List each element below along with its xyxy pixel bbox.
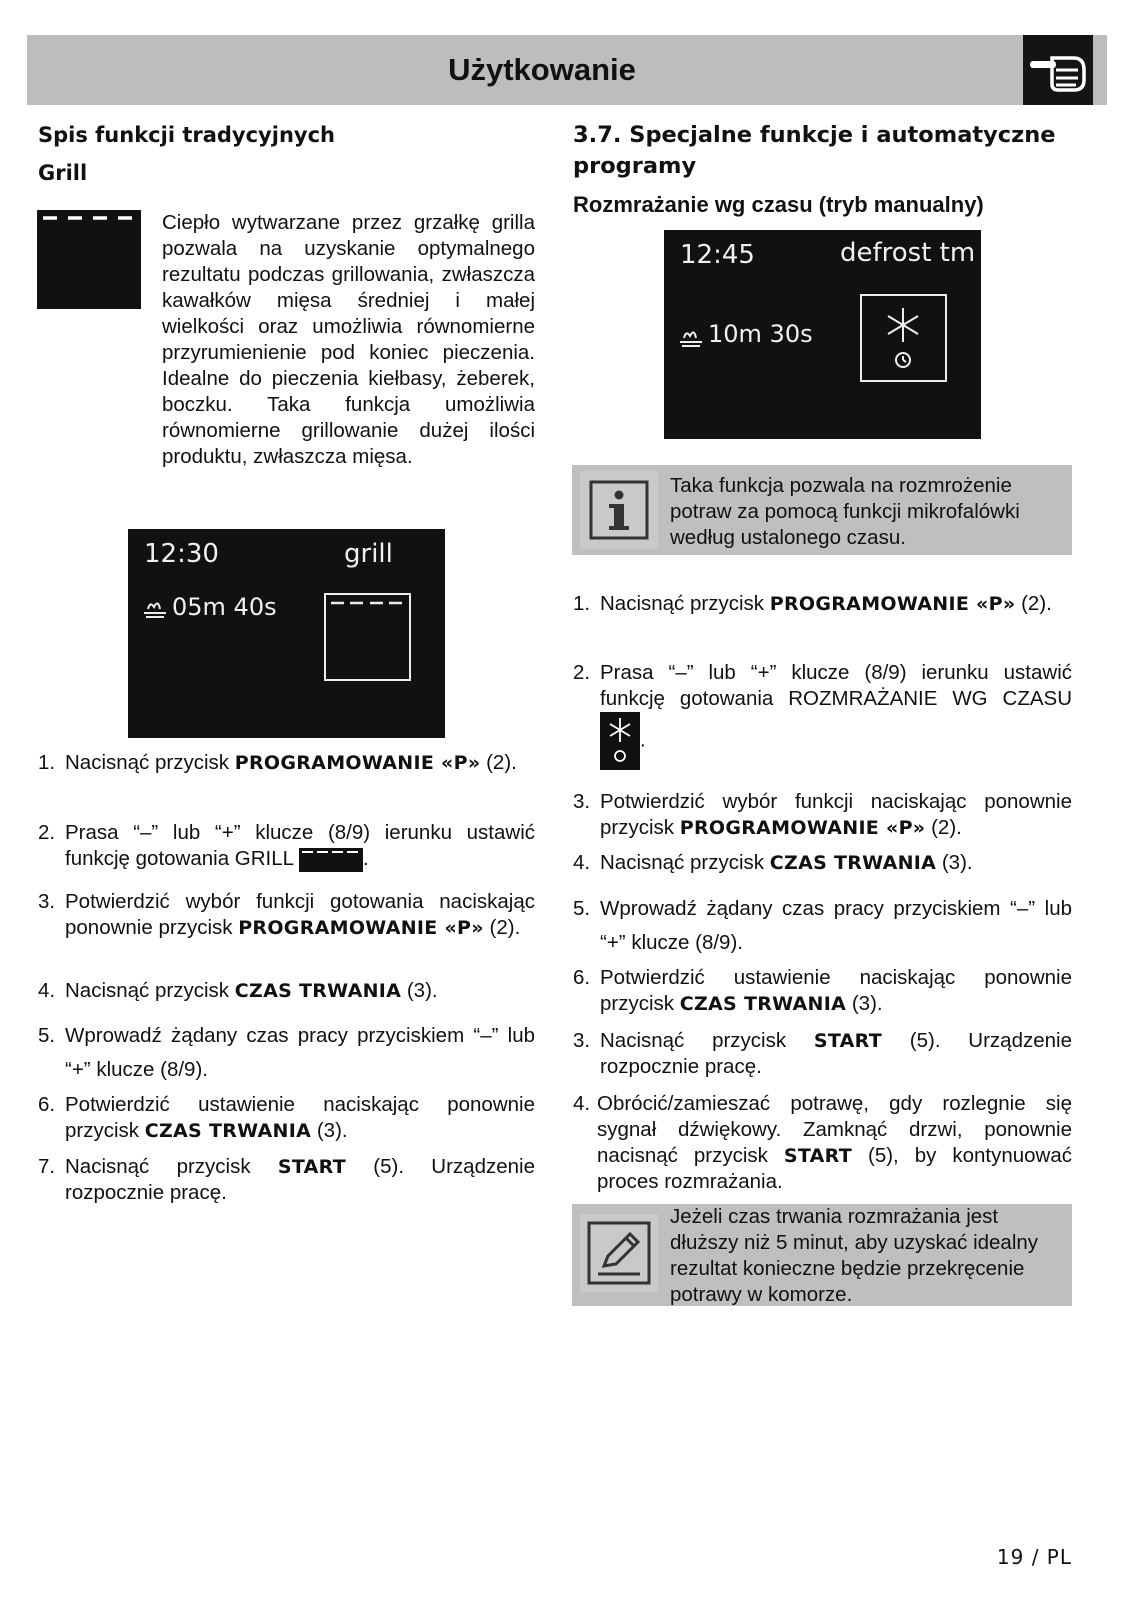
list-item: 3. Potwierdzić wybór funkcji gotowania naciskając ponownie przycisk PROGRAMOWANIE «P» (2). — [38, 890, 535, 939]
list-item: 7. Nacisnąć przycisk START (5). Urządzenie rozpocznie pracę. — [38, 1155, 535, 1204]
grill-icon — [37, 210, 141, 309]
list-item: 3. Potwierdzić wybór funkcji naciskając ponownie przycisk PROGRAMOWANIE «P» (2). — [573, 790, 1072, 839]
tip-note-text: Jeżeli czas trwania rozmrażania jest dłuższy niż 5 minut, aby uzyskać idealny rezultat konieczne będzie przekręcenie potrawy w komorze. — [670, 1205, 1039, 1306]
display-mode: grill — [344, 539, 393, 569]
display-duration: 05m 40s — [172, 593, 277, 621]
oven-display-grill — [128, 529, 445, 738]
subsection-title: Rozmrażanie wg czasu (tryb manualny) — [573, 192, 984, 217]
section-title: 3.7. Specjalne funkcje i automatyczne programy — [573, 122, 1056, 179]
defrost-icon — [600, 712, 640, 770]
defrost-icon — [860, 294, 947, 382]
list-item: 4. Obrócić/zamieszać potrawę, gdy rozlegnie się sygnał dźwiękowy. Zamknąć drzwi, ponownie nacisnąć przycisk START (5), by kontynuować proces rozmrażania. — [573, 1092, 1072, 1193]
info-icon — [580, 471, 658, 549]
cooking-time-icon — [142, 597, 168, 623]
page-title: Użytkowanie — [448, 52, 636, 87]
list-item: 4. Nacisnąć przycisk CZAS TRWANIA (3). — [38, 979, 438, 1002]
display-clock: 12:30 — [144, 539, 219, 569]
list-item: 2. Prasa “–” lub “+” klucze (8/9) ierunku ustawić funkcję gotowania GRILL . — [38, 821, 535, 870]
info-note — [572, 465, 1072, 555]
list-item: 1. Nacisnąć przycisk PROGRAMOWANIE «P» (2). — [573, 592, 1052, 615]
list-item: 3. Nacisnąć przycisk START (5). Urządzenie rozpocznie pracę. — [573, 1029, 1072, 1078]
list-item: 4. Nacisnąć przycisk CZAS TRWANIA (3). — [573, 851, 973, 874]
pencil-note-icon — [580, 1214, 658, 1292]
grill-mode-icon — [324, 593, 411, 681]
list-item: 2. Prasa “–” lub “+” klucze (8/9) ierunku ustawić funkcję gotowania ROZMRAŻANIE WG CZASU . — [573, 660, 1072, 770]
display-mode: defrost tm — [840, 238, 976, 268]
cooking-time-icon — [678, 326, 704, 352]
list-item: 5. Wprowadź żądany czas pracy przyciskiem “–” lub “+” klucze (8/9). — [38, 1024, 535, 1081]
page-number: 19 / PL — [996, 1545, 1072, 1569]
grill-icon — [299, 848, 363, 872]
subsection-title: Grill — [38, 161, 88, 185]
pointing-hand-icon — [1023, 35, 1093, 105]
list-item: 6. Potwierdzić ustawienie naciskając ponownie przycisk CZAS TRWANIA (3). — [38, 1093, 535, 1142]
info-note-text: Taka funkcja pozwala na rozmrożenie potraw za pomocą funkcji mikrofalówki według ustalonego czasu. — [670, 474, 1020, 549]
list-item: 6. Potwierdzić ustawienie naciskając ponownie przycisk CZAS TRWANIA (3). — [573, 966, 1072, 1015]
oven-display-defrost — [664, 230, 981, 439]
grill-description: Ciepło wytwarzane przez grzałkę grilla pozwala na uzyskanie optymalnego rezultatu podczas grillowania, zwłaszcza kawałków mięsa średniej i małej wielkości oraz umożliwia równomierne przyrumienienie pod koniec pieczenia. Idealne do pieczenia kiełbasy, żeberek, boczku. Taka funkcja umożliwia równomierne grillowanie dużej ilości produktu, zwłaszcza mięsa. — [162, 211, 535, 468]
list-item: 5. Wprowadź żądany czas pracy przyciskiem “–” lub “+” klucze (8/9). — [573, 897, 1072, 954]
list-item: 1. Nacisnąć przycisk PROGRAMOWANIE «P» (2). — [38, 751, 517, 774]
section-title: Spis funkcji tradycyjnych — [38, 123, 335, 147]
display-clock: 12:45 — [680, 240, 755, 270]
display-duration: 10m 30s — [708, 320, 813, 348]
tip-note — [572, 1204, 1072, 1306]
